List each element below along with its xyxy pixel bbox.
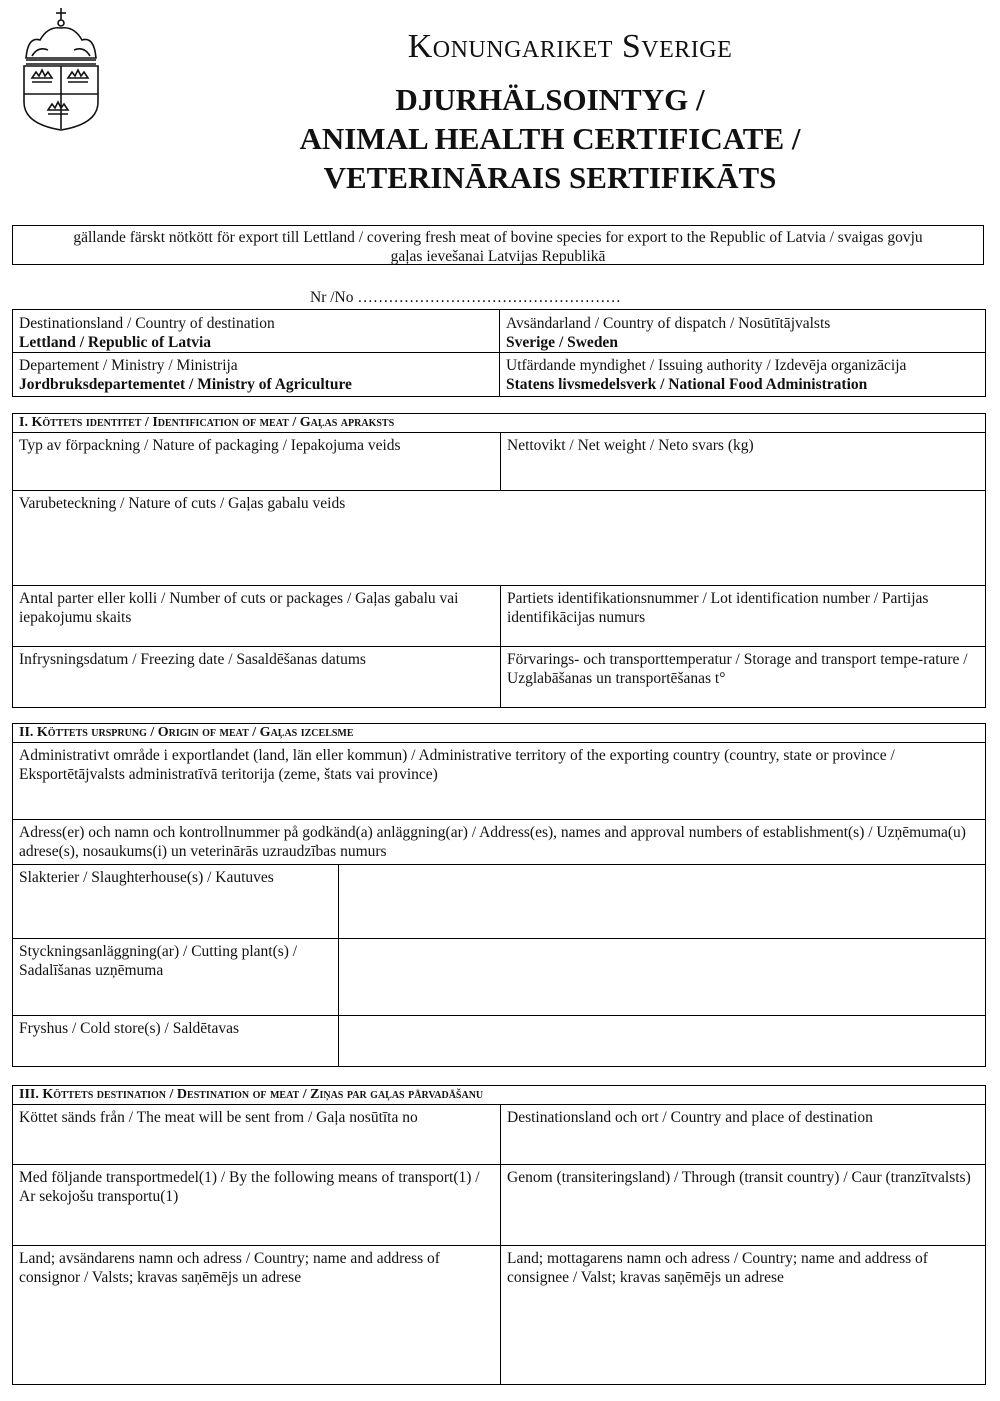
administrative-territory-field[interactable]: Administrativt område i exportlandet (land, län eller kommun) / Administrative territory of the exporting country (country, state or province / Eksportētājvalsts administratīvā teritorija (zeme, štats vai province) [19,747,895,783]
country-title: Konungariket Sverige [407,28,733,65]
packaging-field[interactable]: Typ av förpackning / Nature of packaging / Iepakojuma veids [19,437,401,454]
section-identification [12,413,986,708]
cold-store-input[interactable] [339,1015,985,1066]
nature-of-cuts-field[interactable]: Varubeteckning / Nature of cuts / Gaļas gabalu veids [19,495,346,512]
certificate-number-field[interactable]: Nr /No …………………………………………… [310,289,621,306]
dispatch-country-value: Sverige / Sweden [506,334,618,351]
section-2-heading: II. Köttets ursprung / Origin of meat / Gaļas izcelsme [19,725,354,740]
slaughterhouse-input[interactable] [339,864,985,938]
destination-country-label: Destinationsland / Country of destination [19,315,275,332]
establishment-address-label: Adress(er) och namn och kontrollnummer på godkänd(a) anläggning(ar) / Address(es), names and approval numbers of establishment(s) / Uzņēmuma(u) adrese(s), nosaukums(i) un veterinārās uzraudzības numurs [19,824,966,860]
parties-box [12,309,986,397]
net-weight-field[interactable]: Nettovikt / Net weight / Neto svars (kg) [507,437,754,454]
dispatch-country-cell [500,310,987,352]
cutting-plant-label: Styckningsanläggning(ar) / Cutting plant(s) / Sadalīšanas uzņēmuma [19,943,298,979]
transit-country-field[interactable]: Genom (transiteringsland) / Through (transit country) / Caur (tranzītvalsts) [507,1169,971,1186]
section-3-heading: III. Köttets destination / Destination of meat / Ziņas par gaļas pārvadāšanu [19,1087,484,1102]
ministry-value: Jordbruksdepartementet / Ministry of Agriculture [19,376,352,393]
storage-temperature-field[interactable]: Förvarings- och transporttemperatur / Storage and transport tempe-rature / Uzglabāšanas un transportēšanas t° [507,651,968,687]
issuing-authority-label: Utfärdande myndighet / Issuing authority / Izdevēja organizācija [506,357,907,374]
number-of-packages-field[interactable]: Antal parter eller kolli / Number of cuts or packages / Gaļas gabalu vai iepakojumu skaits [19,590,459,626]
issuing-authority-cell [500,352,987,394]
certificate-title-latvian: VETERINĀRAIS SERTIFIKĀTS [323,160,777,195]
covering-line-2: gaļas ievešanai Latvijas Republikā [390,248,606,265]
means-of-transport-field[interactable]: Med följande transportmedel(1) / By the following means of transport(1) / Ar sekojošu transportu(1) [19,1169,480,1205]
dispatch-country-label: Avsändarland / Country of dispatch / Nosūtītājvalsts [506,315,831,332]
section-1-heading: I. Köttets identitet / Identification of meat / Gaļas apraksts [19,415,395,430]
cutting-plant-input[interactable] [339,938,985,1015]
ministry-cell [13,352,499,394]
coat-of-arms-icon [18,6,104,132]
covering-line-1: gällande färskt nötkött för export till Lettland / covering fresh meat of bovine species for export to the Republic of Latvia / svaigas govju [73,229,923,246]
destination-country-value: Lettland / Republic of Latvia [19,334,212,351]
section-origin [12,723,986,1067]
covering-statement [12,225,984,265]
section-destination [12,1085,986,1385]
freezing-date-field[interactable]: Infrysningsdatum / Freezing date / Sasaldēšanas datums [19,651,366,668]
destination-country-cell [13,310,499,352]
certificate-title-english: ANIMAL HEALTH CERTIFICATE / [299,121,801,156]
lot-number-field[interactable]: Partiets identifikationsnummer / Lot identification number / Partijas identifikācijas numurs [507,590,929,626]
ministry-label: Departement / Ministry / Ministrija [19,357,238,374]
cold-store-label: Fryshus / Cold store(s) / Saldētavas [19,1020,239,1037]
destination-place-field[interactable]: Destinationsland och ort / Country and place of destination [507,1109,873,1126]
issuing-authority-value: Statens livsmedelsverk / National Food Administration [506,376,868,393]
slaughterhouse-label: Slakterier / Slaughterhouse(s) / Kautuves [19,869,274,886]
sent-from-field[interactable]: Köttet sänds från / The meat will be sent from / Gaļa nosūtīta no [19,1109,418,1126]
consignor-field[interactable]: Land; avsändarens namn och adress / Country; name and address of consignor / Valsts; kravas saņēmējs un adrese [19,1250,440,1286]
certificate-title-swedish: DJURHÄLSOINTYG / [395,82,705,117]
consignee-field[interactable]: Land; mottagarens namn och adress / Country; name and address of consignee / Valst; kravas saņēmējs un adrese [507,1250,928,1286]
